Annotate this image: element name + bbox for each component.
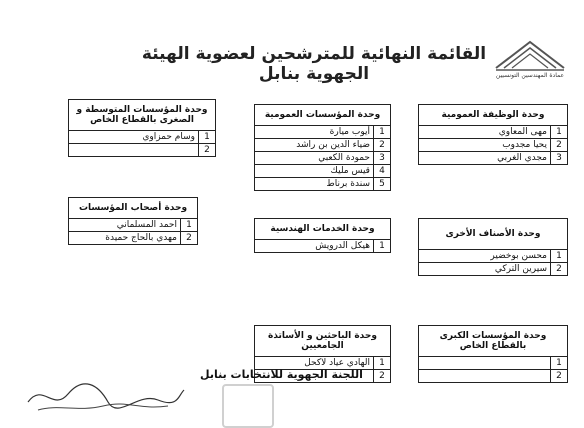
row-number: 3 (551, 152, 568, 165)
unit-public-function (418, 104, 568, 165)
candidate-name (419, 357, 551, 370)
candidate-name: هيكل الدرويش (255, 240, 374, 253)
candidate-name: مهدي بالحاج حميدة (69, 232, 181, 245)
unit-title: وحدة الوظيفة العمومية (419, 105, 568, 126)
candidate-name (419, 370, 551, 383)
candidate-name: ضياء الدين بن راشد (255, 139, 374, 152)
table-row (419, 263, 568, 276)
table-row (255, 139, 391, 152)
row-number: 5 (374, 178, 391, 191)
row-number: 4 (374, 165, 391, 178)
row-number: 2 (199, 144, 216, 157)
row-number: 2 (551, 263, 568, 276)
row-number: 1 (551, 357, 568, 370)
row-number: 1 (374, 240, 391, 253)
row-number: 2 (551, 370, 568, 383)
unit-title: وحدة المؤسسات العمومية (255, 105, 391, 126)
unit-title: وحدة الباحثين و الأساتذة الجامعيين (255, 326, 391, 357)
row-number: 3 (374, 152, 391, 165)
unit-title: وحدة المؤسسات المتوسطة و الصغرى بالقطاع الخاص (69, 100, 216, 131)
candidate-name: الهادي عياد لاكحل (255, 357, 374, 370)
row-number: 1 (181, 219, 198, 232)
page-title: القائمة النهائية للمترشحين لعضوية الهيئة الجهوية بنابل (141, 44, 487, 84)
table-row (69, 131, 216, 144)
stamp-icon (222, 384, 274, 428)
footer-committee: اللجنة الجهوية للانتخابات بنابل (200, 368, 363, 381)
unit-engineering-services (254, 218, 391, 253)
candidate-name: أيوب ميارة (255, 126, 374, 139)
candidate-name: سندة برناط (255, 178, 374, 191)
table-row (69, 219, 198, 232)
row-number: 2 (374, 139, 391, 152)
row-number: 1 (374, 357, 391, 370)
unit-title: وحدة المؤسسات الكبرى بالقطاع الخاص (419, 326, 568, 357)
candidate-name: حمودة الكعبي (255, 152, 374, 165)
row-number: 1 (551, 126, 568, 139)
candidate-name: مجدي الغربي (419, 152, 551, 165)
candidate-name: سيرين التركي (419, 263, 551, 276)
unit-title: وحدة الأصناف الأخرى (419, 219, 568, 250)
row-number: 2 (374, 370, 391, 383)
table-row (419, 139, 568, 152)
row-number: 2 (181, 232, 198, 245)
unit-other-categories (418, 218, 568, 276)
candidate-name: يحيا مجدوب (419, 139, 551, 152)
candidate-name: وسام حمزاوي (69, 131, 199, 144)
row-number: 1 (374, 126, 391, 139)
row-number: 1 (551, 250, 568, 263)
candidate-name: محسن بوخضير (419, 250, 551, 263)
table-row (255, 152, 391, 165)
unit-business-owners (68, 197, 198, 245)
table-row (419, 357, 568, 370)
table-row (255, 178, 391, 191)
table-row (255, 165, 391, 178)
table-row (69, 232, 198, 245)
candidate-name (69, 144, 199, 157)
unit-title: وحدة أصحاب المؤسسات (69, 198, 198, 219)
table-row (419, 250, 568, 263)
row-number: 2 (551, 139, 568, 152)
logo-caption: عمادة المهندسين التونسيين (495, 72, 565, 79)
candidate-name: قيس مليك (255, 165, 374, 178)
unit-public-institutions (254, 104, 391, 191)
candidate-name: احمد المسلماني (69, 219, 181, 232)
table-row (255, 240, 391, 253)
row-number: 1 (199, 131, 216, 144)
candidate-name: مهى المعاوي (419, 126, 551, 139)
unit-large-private-enterprises (418, 325, 568, 383)
table-row (69, 144, 216, 157)
table-row (419, 152, 568, 165)
table-row (419, 126, 568, 139)
table-row (255, 126, 391, 139)
table-row (419, 370, 568, 383)
signature-icon (18, 372, 188, 416)
unit-small-medium-enterprises (68, 99, 216, 157)
unit-title: وحدة الخدمات الهندسية (255, 219, 391, 240)
